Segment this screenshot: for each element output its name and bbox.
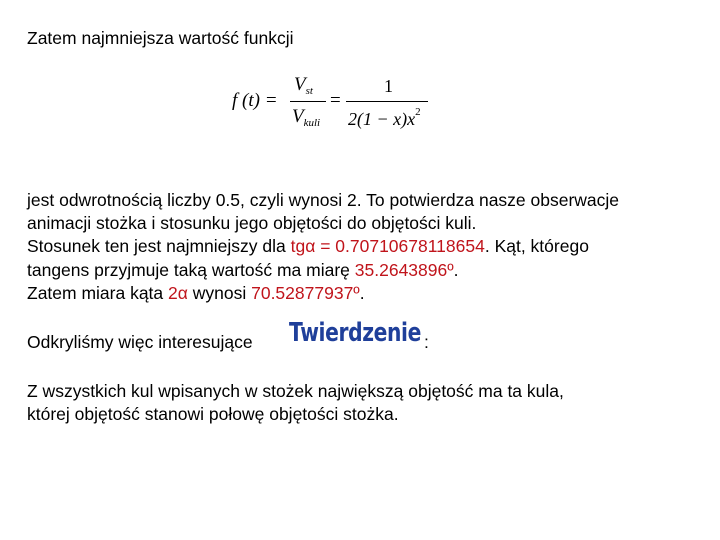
theorem-heading: Twierdzenie: [289, 318, 421, 348]
para-line-4: tangens przyjmuje taką wartość ma miarę 35.2643896º.: [27, 260, 459, 280]
para-line-5: Zatem miara kąta 2α wynosi 70.52877937º.: [27, 283, 365, 303]
para-line-3: Stosunek ten jest najmniejszy dla tgα = 0.70710678118654. Kąt, którego: [27, 236, 589, 256]
formula-den2: $2(1 - x)x^2$: [348, 106, 421, 129]
formula-eq: =: [330, 90, 341, 111]
theorem-line-2: której objętość stanowi połowę objętości stożka.: [27, 404, 399, 424]
two-alpha: 2α: [168, 283, 188, 303]
para-line-2: animacji stożka i stosunku jego objętości do objętości kuli.: [27, 213, 477, 233]
formula-num1: $V_{st}$: [294, 74, 313, 97]
formula-bar-1: [290, 101, 326, 102]
formula-lhs: f (t) =: [232, 90, 278, 111]
discovery-colon: :: [424, 332, 429, 352]
formula-den1: $V_{kuli}$: [292, 106, 321, 129]
formula-bar-2: [346, 101, 428, 102]
intro-text: Zatem najmniejsza wartość funkcji: [27, 28, 294, 48]
theorem-line-1: Z wszystkich kul wpisanych w stożek największą objętość ma ta kula,: [27, 381, 564, 401]
discovery-text: Odkryliśmy więc interesujące: [27, 332, 253, 352]
formula-num2: 1: [384, 76, 393, 96]
angle-value: 35.2643896º: [354, 260, 454, 280]
double-angle-value: 70.52877937º: [251, 283, 360, 303]
formula: [232, 72, 442, 136]
tg-alpha-value: tgα = 0.70710678118654: [290, 236, 485, 256]
para-line-1: jest odwrotnością liczby 0.5, czyli wynosi 2. To potwierdza nasze obserwacje: [27, 190, 620, 210]
